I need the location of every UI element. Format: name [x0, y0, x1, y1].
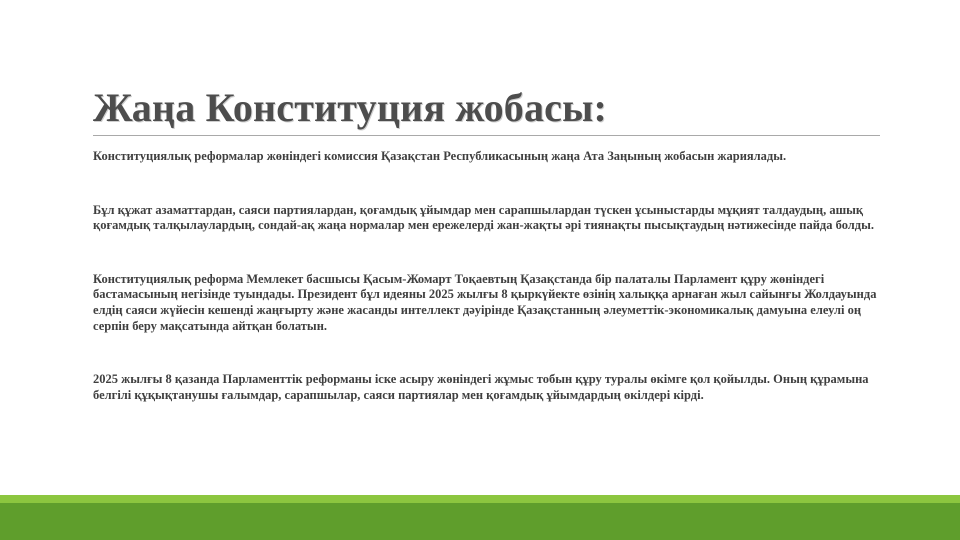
paragraph-working-group: 2025 жылғы 8 қазанда Парламенттік реформаны іске асыру жөніндегі жұмыс тобын құру туралы өкімге қол қойылды. Оның құрамына белгілі құқықтанушы ғалымдар, сарапшылар, саяси партиялар мен қоғамдық ұйымдардың өкілдері кірді.	[93, 372, 869, 402]
paragraph-reform-initiative: Конституциялық реформа Мемлекет басшысы Қасым-Жомарт Тоқаевтың Қазақстанда бір палаталы Парламент құру жөніндегі бастамасының негізінде туындады. Президент бұл идеяны 2025 жылғы 8 қыркүйекте өзінің халыққа арнаған жыл сайынғы Жолдауында елдің саяси жүйесін кешенді жаңғырту және жасанды интеллект дәуірінде Қазақстанның әлеуметтік-экономикалық дамуына елеулі оң серпін беру мақсатында айтқан болатын.	[93, 271, 877, 333]
footer-band-light	[0, 495, 960, 503]
slide-title: Жаңа Конституция жобасы:	[93, 85, 608, 130]
slide-body	[93, 149, 883, 403]
paragraph-document-origin: Бұл құжат азаматтардан, саяси партиялардан, қоғамдық ұйымдар мен сарапшылардан түскен ұсыныстарды мұқият талдаудың, ашық қоғамдық талқылаулардың, сондай-ақ жаңа нормалар мен ережелерді жан-жақты әрі тиянақты пысықтаудың нәтижесінде пайда болды.	[93, 202, 874, 233]
footer-band-dark	[0, 503, 960, 540]
paragraph-commission: Конституциялық реформалар жөніндегі комиссия Қазақстан Республикасының жаңа Ата Заңының жобасын жариялады.	[93, 149, 787, 163]
title-divider	[93, 135, 880, 136]
